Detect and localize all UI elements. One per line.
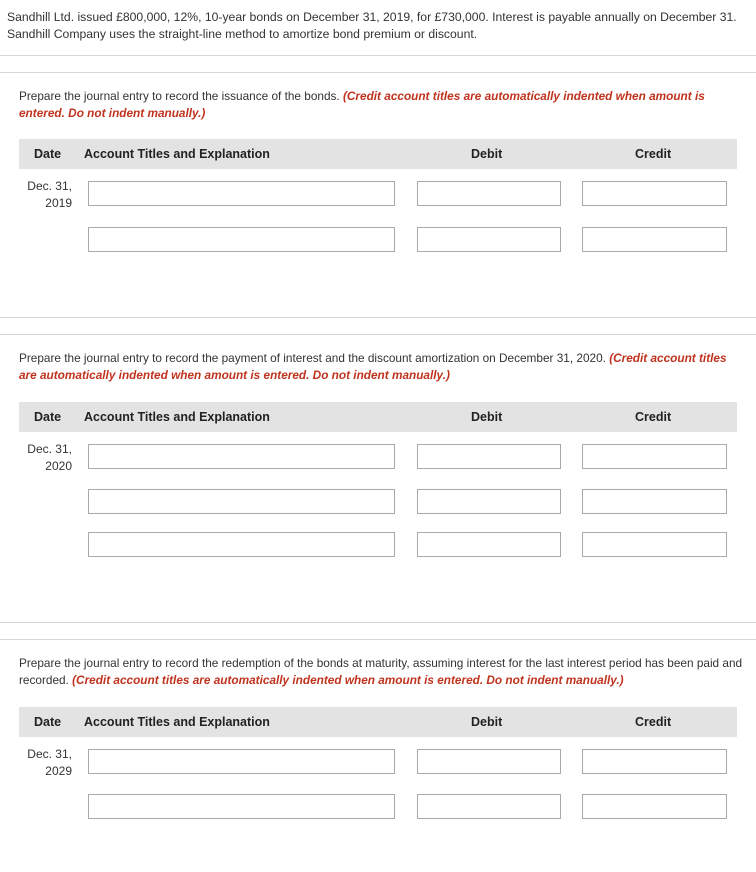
section-2-prompt xyxy=(19,350,745,384)
account-title-input[interactable] xyxy=(88,181,395,206)
prompt-text: Prepare the journal entry to record the issuance of the bonds. xyxy=(19,89,343,103)
header-account: Account Titles and Explanation xyxy=(84,715,270,729)
account-title-input[interactable] xyxy=(88,532,395,557)
entry-date-day: Dec. 31, xyxy=(27,179,72,193)
section-1-prompt xyxy=(19,88,745,122)
section-3-prompt xyxy=(19,655,745,689)
prompt-text: Prepare the journal entry to record the redemption of the bonds at maturity, assuming interest for the last interest period has been paid and recorded. xyxy=(19,656,743,687)
divider xyxy=(0,317,756,318)
debit-amount-input[interactable] xyxy=(417,749,561,774)
header-credit: Credit xyxy=(635,147,672,161)
entry-date-year: 2019 xyxy=(45,196,72,210)
divider xyxy=(0,334,756,335)
credit-amount-input[interactable] xyxy=(582,227,727,252)
debit-amount-input[interactable] xyxy=(417,444,561,469)
indent-note: (Credit account titles are automatically indented when amount is entered. Do not indent manually.) xyxy=(19,351,727,382)
credit-amount-input[interactable] xyxy=(582,749,727,774)
header-date: Date xyxy=(34,715,62,729)
entry-date-year: 2020 xyxy=(45,459,72,473)
header-debit: Debit xyxy=(471,715,503,729)
header-debit: Debit xyxy=(471,147,503,161)
account-title-input[interactable] xyxy=(88,444,395,469)
indent-note: (Credit account titles are automatically indented when amount is entered. Do not indent manually.) xyxy=(72,673,624,687)
entry-date xyxy=(20,746,72,780)
indent-note: (Credit account titles are automatically indented when amount is entered. Do not indent manually.) xyxy=(19,89,705,120)
entry-date xyxy=(20,178,72,212)
divider xyxy=(0,639,756,640)
entry-date-day: Dec. 31, xyxy=(27,747,72,761)
divider xyxy=(0,72,756,73)
credit-amount-input[interactable] xyxy=(582,794,727,819)
debit-amount-input[interactable] xyxy=(417,181,561,206)
debit-amount-input[interactable] xyxy=(417,489,561,514)
credit-amount-input[interactable] xyxy=(582,532,727,557)
journal-table-header xyxy=(19,707,737,737)
debit-amount-input[interactable] xyxy=(417,532,561,557)
account-title-input[interactable] xyxy=(88,227,395,252)
divider xyxy=(0,622,756,623)
header-credit: Credit xyxy=(635,410,672,424)
account-title-input[interactable] xyxy=(88,489,395,514)
credit-amount-input[interactable] xyxy=(582,181,727,206)
prompt-text: Prepare the journal entry to record the payment of interest and the discount amortization on December 31, 2020. xyxy=(19,351,610,365)
account-title-input[interactable] xyxy=(88,749,395,774)
journal-table-header xyxy=(19,402,737,432)
account-title-input[interactable] xyxy=(88,794,395,819)
header-date: Date xyxy=(34,410,62,424)
entry-date-day: Dec. 31, xyxy=(27,442,72,456)
header-account: Account Titles and Explanation xyxy=(84,410,270,424)
journal-table-header xyxy=(19,139,737,169)
debit-amount-input[interactable] xyxy=(417,794,561,819)
header-credit: Credit xyxy=(635,715,672,729)
entry-date-year: 2029 xyxy=(45,764,72,778)
entry-date xyxy=(20,441,72,475)
credit-amount-input[interactable] xyxy=(582,489,727,514)
debit-amount-input[interactable] xyxy=(417,227,561,252)
problem-statement: Sandhill Ltd. issued £800,000, 12%, 10-year bonds on December 31, 2019, for £730,000. Interest is payable annually on December 31. Sandhill Company uses the straight-line method to amortize bond premium or discount. xyxy=(7,10,737,41)
credit-amount-input[interactable] xyxy=(582,444,727,469)
header-debit: Debit xyxy=(471,410,503,424)
header-account: Account Titles and Explanation xyxy=(84,147,270,161)
divider xyxy=(0,55,756,56)
header-date: Date xyxy=(34,147,62,161)
